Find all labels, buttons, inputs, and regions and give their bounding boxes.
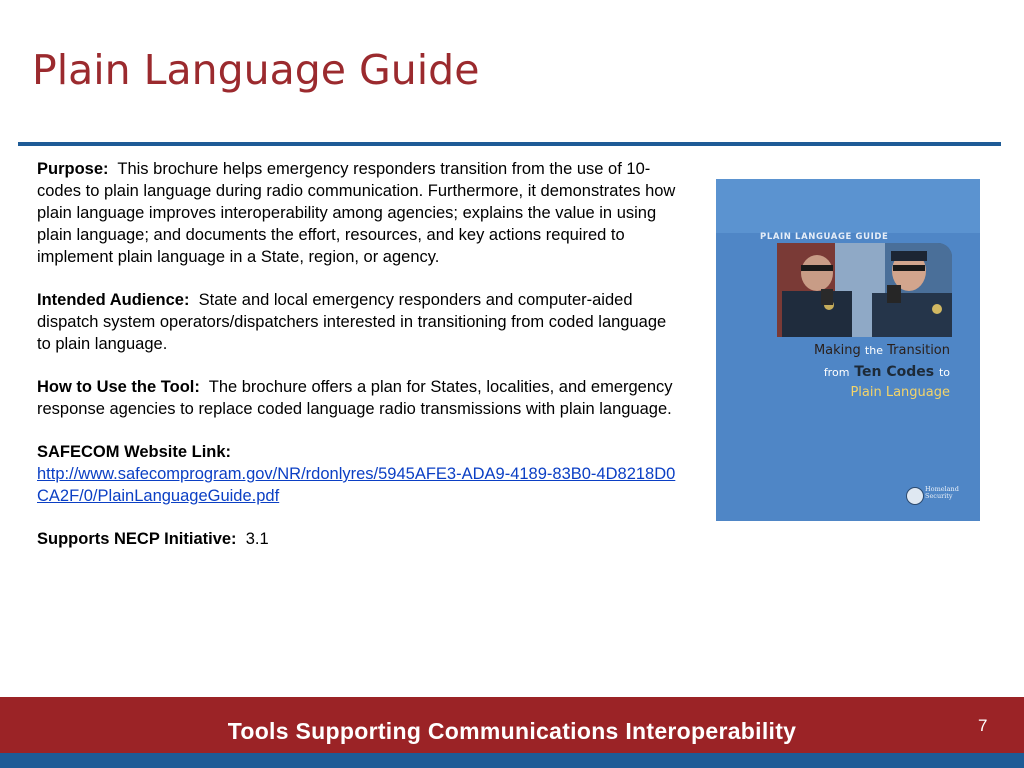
purpose-text: This brochure helps emergency responders transition from the use of 10-codes to plain language during radio communication. Furthermore, it demonstrates how plain language improves interoperability among agencies; explains the value in using plain language; and documents the effort, resources, and key actions required to implement plain language in a State, region, or agency. <box>37 160 676 266</box>
purpose-paragraph <box>37 158 677 268</box>
cover-header: PLAIN LANGUAGE GUIDE <box>760 232 889 242</box>
cover-title-line-2 <box>814 362 950 383</box>
cover-word-the: the <box>864 344 883 357</box>
slide-body <box>37 158 677 571</box>
audience-text: State and local emergency responders and computer-aided dispatch system operators/dispatchers interested in transitioning from coded language to plain language. <box>37 291 667 353</box>
responders-photo-illustration <box>777 243 952 337</box>
howto-label: How to Use the Tool: <box>37 378 200 396</box>
necp-paragraph <box>37 528 677 550</box>
audience-paragraph <box>37 289 677 355</box>
footer-title: Tools Supporting Communications Interoperability <box>227 718 797 744</box>
footer-bottom-bar <box>0 753 1024 768</box>
necp-label: Supports NECP Initiative: <box>37 530 237 548</box>
dhs-seal-icon <box>906 487 924 505</box>
responders-photo <box>777 243 952 337</box>
cover-word-from: from <box>823 366 850 379</box>
title-divider <box>18 142 1001 146</box>
website-label: SAFECOM Website Link: <box>37 443 232 461</box>
purpose-label: Purpose: <box>37 160 109 178</box>
cover-word-ten-codes: Ten Codes <box>854 364 935 380</box>
necp-value: 3.1 <box>245 530 269 548</box>
howto-paragraph <box>37 376 677 420</box>
cover-title-line-3: Plain Language <box>850 385 950 400</box>
page-number: 7 <box>978 716 988 735</box>
cover-word-making: Making <box>813 343 861 358</box>
cover-title-line-1 <box>814 340 950 362</box>
cover-title <box>814 340 950 403</box>
audience-label: Intended Audience: <box>37 291 190 309</box>
slide-title: Plain Language Guide <box>32 46 480 94</box>
cover-word-transition: Transition <box>887 343 950 358</box>
website-paragraph <box>37 441 677 507</box>
cover-word-to: to <box>938 366 950 379</box>
howto-text: The brochure offers a plan for States, localities, and emergency response agencies to replace coded language radio transmissions with plain language. <box>37 378 673 418</box>
cover-top-band <box>716 179 980 233</box>
cover-agency-name: Homeland Security <box>925 485 959 500</box>
safecom-guide-link[interactable]: http://www.safecomprogram.gov/NR/rdonlyres/5945AFE3-ADA9-4189-83B0-4D8218D0CA2F/0/PlainLanguageGuide.pdf <box>37 465 676 505</box>
brochure-cover-image <box>716 179 980 521</box>
